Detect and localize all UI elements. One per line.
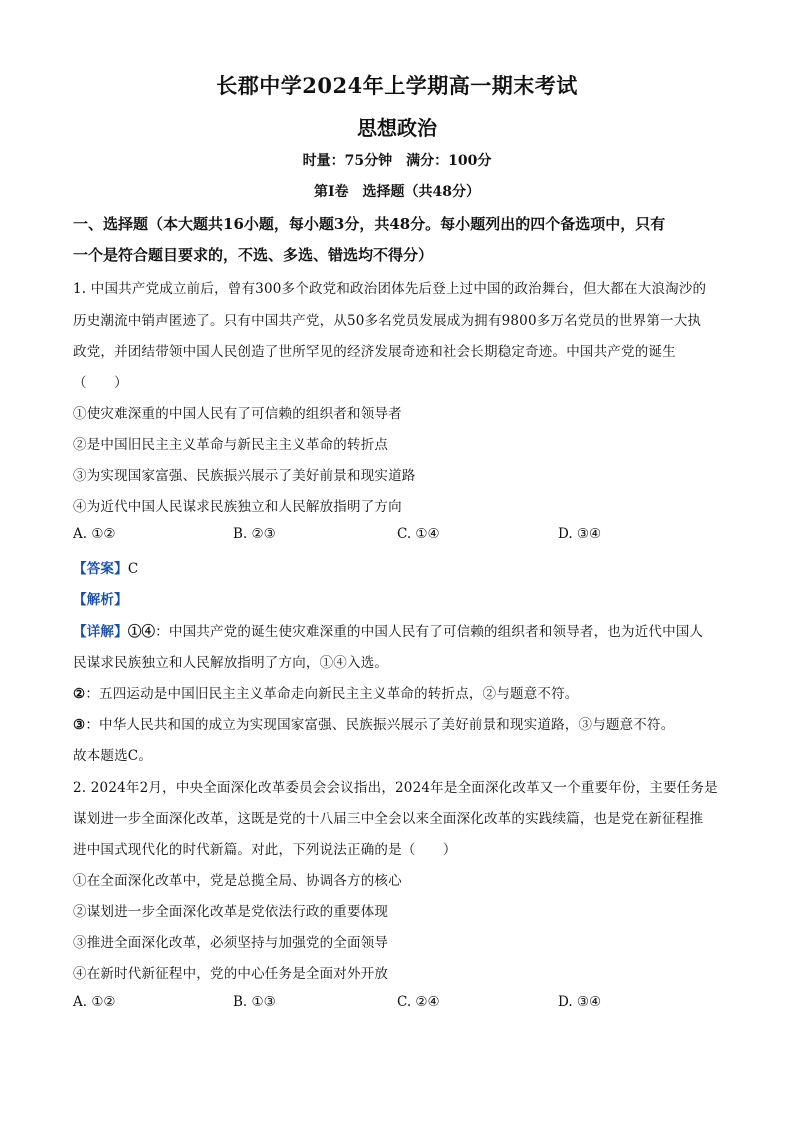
q1-detail-line: [73, 713, 674, 733]
q2-option-a: A. ①②: [73, 994, 116, 1010]
q1-stem-line: 政党，并团结带领中国人民创造了世所罕见的经济发展奇迹和社会长期稳定奇迹。中国共产党的诞生: [73, 344, 676, 360]
q2-option-b: B. ①③: [233, 994, 276, 1010]
q2-stem-line: 谋划进一步全面深化改革，这既是党的十八届三中全会以来全面深化改革的实践续篇，也是党在新征程推: [73, 811, 704, 827]
q1-stem-line: （ ）: [73, 375, 128, 391]
detail-text: ：五四运动是中国旧民主主义革命走向新民主主义革命的转折点，②与题意不符。: [85, 686, 579, 702]
q1-item: ②是中国旧民主主义革命与新民主主义革命的转折点: [73, 437, 389, 453]
q1-option-c: C. ①④: [397, 526, 440, 542]
q1-item: ④为近代中国人民谋求民族独立和人民解放指明了方向: [73, 499, 402, 515]
analysis-tag: 【解析】: [73, 592, 128, 608]
q1-stem-line: 历史潮流中销声匿迹了。只有中国共产党，从50多名党员发展成为拥有9800多万名党员的世界第一大执: [73, 313, 702, 329]
q2-item: ①在全面深化改革中，党是总揽全局、协调各方的核心: [73, 873, 402, 889]
q2-option-c: C. ②④: [397, 994, 440, 1010]
section-instruction-line-1: 一、选择题（本大题共16小题，每小题3分，共48分。每小题列出的四个备选项中，只有: [73, 215, 666, 233]
q1-analysis-line: [73, 588, 128, 608]
detail-marker: ③: [73, 717, 86, 733]
q1-detail-line: [73, 682, 579, 702]
part-heading: 第Ⅰ卷 选择题（共48分）: [313, 184, 481, 200]
detail-marker: ①④: [127, 624, 156, 640]
q1-option-d: D. ③④: [558, 526, 602, 542]
detail-tag: 【详解】: [73, 624, 128, 640]
section-instruction-line-2: 一个是符合题目要求的，不选、多选、错选均不得分）: [73, 246, 434, 264]
subject-title: 思想政治: [357, 116, 437, 140]
q1-answer-line: [73, 557, 138, 577]
q1-option-a: A. ①②: [73, 526, 116, 542]
q1-stem-line: 1. 中国共产党成立前后，曾有300多个政党和政治团体先后登上过中国的政治舞台，但大都在大浪淘沙的: [73, 281, 707, 297]
q2-option-d: D. ③④: [558, 994, 602, 1010]
q1-detail-line: 民谋求民族独立和人民解放指明了方向，①④入选。: [73, 655, 389, 671]
answer-value: C: [127, 561, 139, 577]
q1-item: ①使灾难深重的中国人民有了可信赖的组织者和领导者: [73, 406, 402, 422]
q1-item: ③为实现国家富强、民族振兴展示了美好前景和现实道路: [73, 468, 416, 484]
detail-text: ：中华人民共和国的成立为实现国家富强、民族振兴展示了美好前景和现实道路，③与题意不符。: [85, 717, 675, 733]
answer-tag: 【答案】: [73, 561, 128, 577]
q2-stem-line: 2. 2024年2月，中央全面深化改革委员会会议指出，2024年是全面深化改革又一个重要年份，主要任务是: [73, 780, 718, 796]
q2-item: ②谋划进一步全面深化改革是党依法行政的重要体现: [73, 904, 389, 920]
time-score-line: 时量：75分钟 满分：100分: [302, 153, 492, 169]
q1-conclusion: 故本题选C。: [73, 748, 153, 764]
q1-option-b: B. ②③: [233, 526, 276, 542]
detail-marker: ②: [73, 686, 86, 702]
q2-stem-line: 进中国式现代化的时代新篇。对此，下列说法正确的是（ ）: [73, 842, 457, 858]
exam-title: 长郡中学2024年上学期高一期末考试: [216, 73, 578, 98]
q2-item: ③推进全面深化改革，必须坚持与加强党的全面领导: [73, 935, 389, 951]
q2-item: ④在新时代新征程中，党的中心任务是全面对外开放: [73, 966, 389, 982]
q1-detail-line: [73, 620, 703, 640]
detail-text: ：中国共产党的诞生使灾难深重的中国人民有了可信赖的组织者和领导者，也为近代中国人: [155, 624, 704, 640]
